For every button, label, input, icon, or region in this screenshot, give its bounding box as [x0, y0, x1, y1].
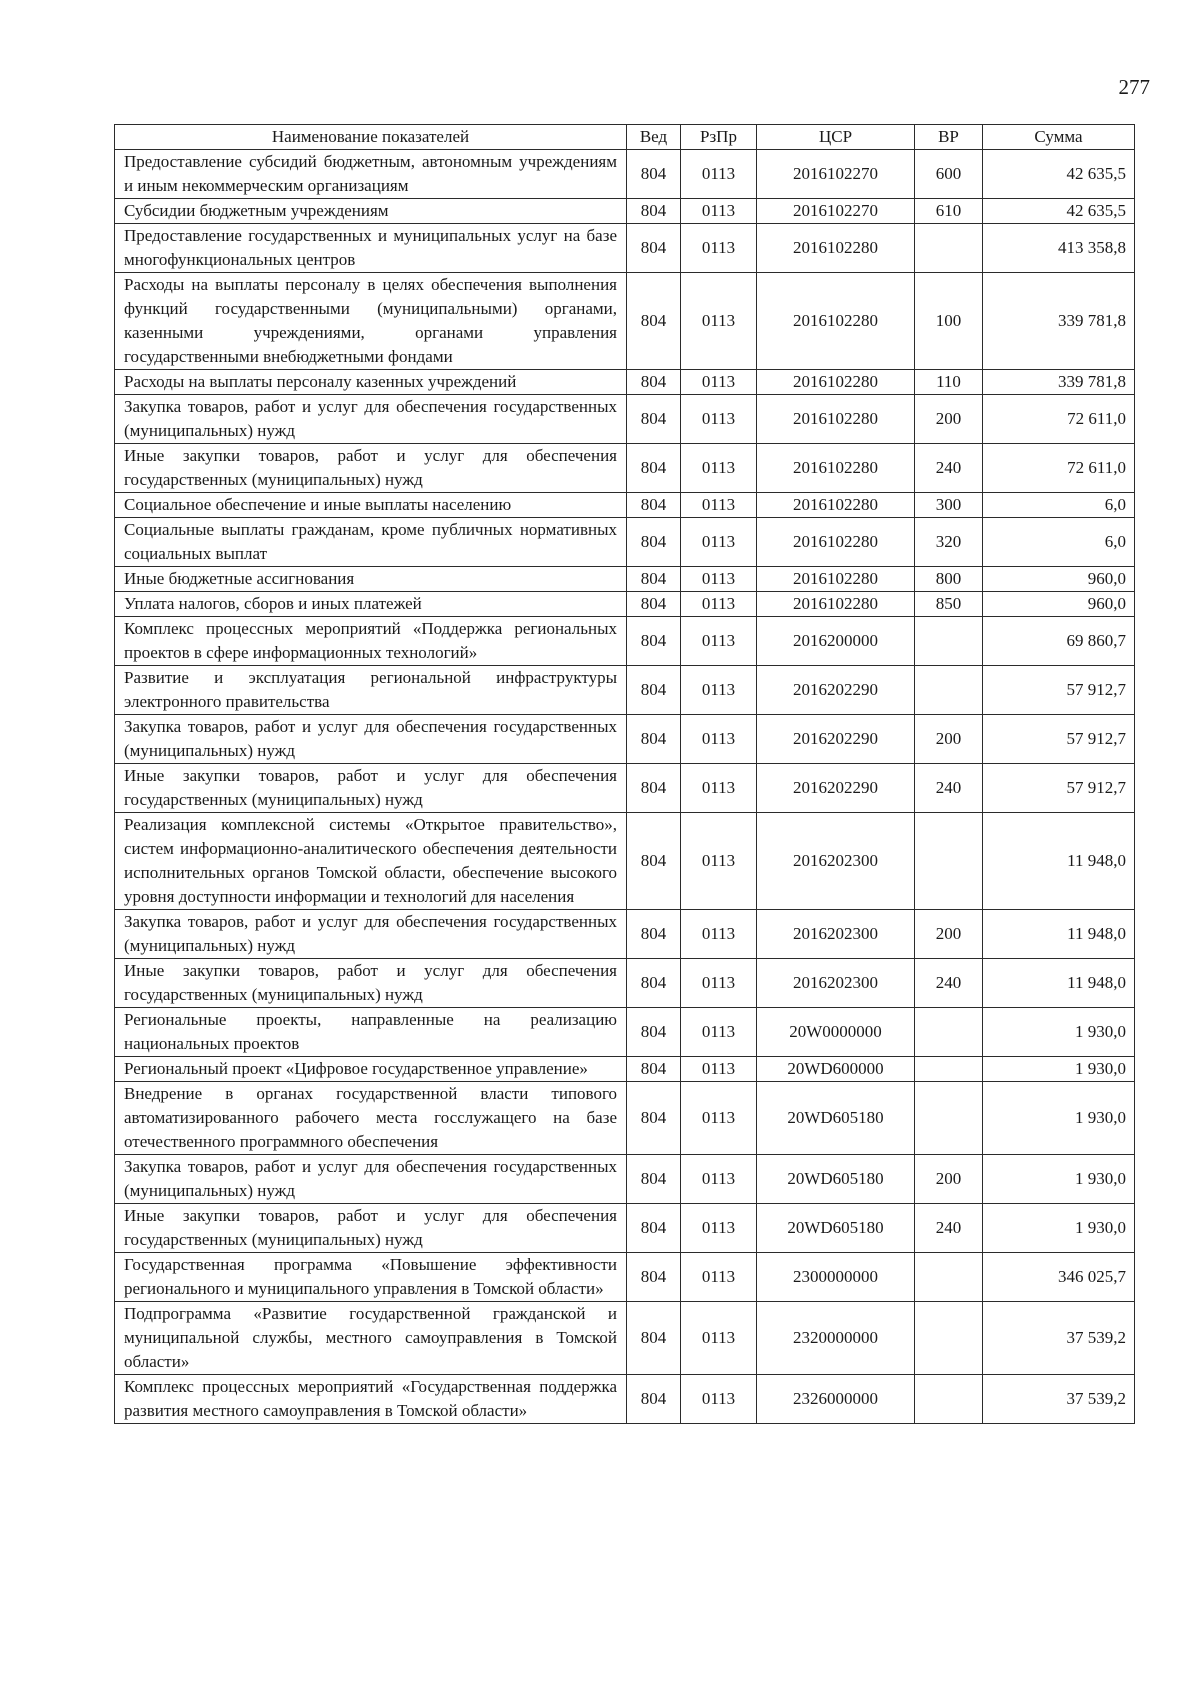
row-csr-cell: 2016102280 [757, 224, 915, 273]
row-ved-cell: 804 [627, 1302, 681, 1375]
row-sum-cell: 346 025,7 [983, 1253, 1135, 1302]
row-sum-cell: 339 781,8 [983, 370, 1135, 395]
row-name-cell: Предоставление субсидий бюджетным, автономным учреждениям и иным некоммерческим организациям [115, 150, 627, 199]
table-row [115, 1008, 1135, 1057]
table-row [115, 715, 1135, 764]
table-row [115, 395, 1135, 444]
row-name-cell: Развитие и эксплуатация региональной инфраструктуры электронного правительства [115, 666, 627, 715]
row-csr-cell: 2016102280 [757, 567, 915, 592]
row-vr-cell [915, 813, 983, 910]
budget-table [114, 124, 1135, 1424]
row-name-cell: Региональные проекты, направленные на реализацию национальных проектов [115, 1008, 627, 1057]
row-rzpr-cell: 0113 [681, 1253, 757, 1302]
row-rzpr-cell: 0113 [681, 1008, 757, 1057]
table-row [115, 518, 1135, 567]
table-row [115, 370, 1135, 395]
row-csr-cell: 2016102280 [757, 592, 915, 617]
row-rzpr-cell: 0113 [681, 199, 757, 224]
row-csr-cell: 2016102280 [757, 493, 915, 518]
row-name-cell: Комплекс процессных мероприятий «Государственная поддержка развития местного самоуправления в Томской области» [115, 1375, 627, 1424]
row-csr-cell: 20WD600000 [757, 1057, 915, 1082]
row-sum-cell: 1 930,0 [983, 1082, 1135, 1155]
row-ved-cell: 804 [627, 1375, 681, 1424]
row-sum-cell: 42 635,5 [983, 150, 1135, 199]
row-name-cell: Подпрограмма «Развитие государственной гражданской и муниципальной службы, местного самоуправления в Томской области» [115, 1302, 627, 1375]
row-csr-cell: 2016102280 [757, 370, 915, 395]
row-ved-cell: 804 [627, 199, 681, 224]
row-csr-cell: 2320000000 [757, 1302, 915, 1375]
row-ved-cell: 804 [627, 813, 681, 910]
row-vr-cell: 850 [915, 592, 983, 617]
row-vr-cell [915, 1302, 983, 1375]
row-name-cell: Иные бюджетные ассигнования [115, 567, 627, 592]
table-row [115, 592, 1135, 617]
row-rzpr-cell: 0113 [681, 395, 757, 444]
row-name-cell: Иные закупки товаров, работ и услуг для обеспечения государственных (муниципальных) нужд [115, 444, 627, 493]
row-csr-cell: 2016202300 [757, 813, 915, 910]
row-ved-cell: 804 [627, 493, 681, 518]
row-csr-cell: 2016202290 [757, 764, 915, 813]
row-csr-cell: 2016200000 [757, 617, 915, 666]
row-rzpr-cell: 0113 [681, 715, 757, 764]
row-sum-cell: 11 948,0 [983, 910, 1135, 959]
table-row [115, 617, 1135, 666]
row-sum-cell: 413 358,8 [983, 224, 1135, 273]
row-ved-cell: 804 [627, 1155, 681, 1204]
row-rzpr-cell: 0113 [681, 813, 757, 910]
row-name-cell: Закупка товаров, работ и услуг для обеспечения государственных (муниципальных) нужд [115, 910, 627, 959]
table-row [115, 199, 1135, 224]
row-ved-cell: 804 [627, 567, 681, 592]
row-vr-cell [915, 666, 983, 715]
row-vr-cell: 800 [915, 567, 983, 592]
table-row [115, 567, 1135, 592]
row-csr-cell: 20WD605180 [757, 1204, 915, 1253]
table-row [115, 1155, 1135, 1204]
row-vr-cell [915, 1253, 983, 1302]
row-name-cell: Расходы на выплаты персоналу казенных учреждений [115, 370, 627, 395]
row-sum-cell: 37 539,2 [983, 1302, 1135, 1375]
row-vr-cell: 100 [915, 273, 983, 370]
table-row [115, 1057, 1135, 1082]
row-csr-cell: 2016202290 [757, 715, 915, 764]
row-sum-cell: 339 781,8 [983, 273, 1135, 370]
row-ved-cell: 804 [627, 224, 681, 273]
row-name-cell: Субсидии бюджетным учреждениям [115, 199, 627, 224]
row-rzpr-cell: 0113 [681, 493, 757, 518]
table-row [115, 1082, 1135, 1155]
row-vr-cell: 600 [915, 150, 983, 199]
row-name-cell: Иные закупки товаров, работ и услуг для обеспечения государственных (муниципальных) нужд [115, 959, 627, 1008]
row-sum-cell: 72 611,0 [983, 444, 1135, 493]
row-vr-cell: 320 [915, 518, 983, 567]
row-rzpr-cell: 0113 [681, 1204, 757, 1253]
row-rzpr-cell: 0113 [681, 910, 757, 959]
row-vr-cell [915, 1082, 983, 1155]
table-row [115, 813, 1135, 910]
column-header-csr: ЦСР [757, 125, 915, 150]
row-ved-cell: 804 [627, 150, 681, 199]
row-vr-cell: 240 [915, 764, 983, 813]
row-ved-cell: 804 [627, 1253, 681, 1302]
row-csr-cell: 2016102280 [757, 444, 915, 493]
row-ved-cell: 804 [627, 910, 681, 959]
page-number: 277 [1118, 75, 1150, 99]
table-row [115, 150, 1135, 199]
row-rzpr-cell: 0113 [681, 518, 757, 567]
row-name-cell: Социальные выплаты гражданам, кроме публичных нормативных социальных выплат [115, 518, 627, 567]
row-sum-cell: 11 948,0 [983, 813, 1135, 910]
row-sum-cell: 960,0 [983, 567, 1135, 592]
row-name-cell: Региональный проект «Цифровое государственное управление» [115, 1057, 627, 1082]
row-rzpr-cell: 0113 [681, 1302, 757, 1375]
column-header-sum: Сумма [983, 125, 1135, 150]
row-rzpr-cell: 0113 [681, 1155, 757, 1204]
row-ved-cell: 804 [627, 959, 681, 1008]
column-header-rzpr: РзПр [681, 125, 757, 150]
row-rzpr-cell: 0113 [681, 150, 757, 199]
row-ved-cell: 804 [627, 1008, 681, 1057]
row-csr-cell: 2016102280 [757, 395, 915, 444]
table-row [115, 764, 1135, 813]
row-ved-cell: 804 [627, 592, 681, 617]
row-rzpr-cell: 0113 [681, 370, 757, 395]
row-rzpr-cell: 0113 [681, 567, 757, 592]
row-ved-cell: 804 [627, 715, 681, 764]
row-sum-cell: 42 635,5 [983, 199, 1135, 224]
row-name-cell: Социальное обеспечение и иные выплаты населению [115, 493, 627, 518]
table-row [115, 910, 1135, 959]
row-csr-cell: 2300000000 [757, 1253, 915, 1302]
row-vr-cell: 610 [915, 199, 983, 224]
row-csr-cell: 2326000000 [757, 1375, 915, 1424]
row-name-cell: Уплата налогов, сборов и иных платежей [115, 592, 627, 617]
row-vr-cell [915, 1008, 983, 1057]
row-vr-cell: 200 [915, 715, 983, 764]
row-name-cell: Комплекс процессных мероприятий «Поддержка региональных проектов в сфере информационных технологий» [115, 617, 627, 666]
row-sum-cell: 57 912,7 [983, 715, 1135, 764]
row-vr-cell [915, 617, 983, 666]
row-vr-cell [915, 1375, 983, 1424]
column-header-name: Наименование показателей [115, 125, 627, 150]
row-name-cell: Закупка товаров, работ и услуг для обеспечения государственных (муниципальных) нужд [115, 715, 627, 764]
row-sum-cell: 1 930,0 [983, 1008, 1135, 1057]
row-vr-cell [915, 224, 983, 273]
row-ved-cell: 804 [627, 1082, 681, 1155]
row-name-cell: Иные закупки товаров, работ и услуг для обеспечения государственных (муниципальных) нужд [115, 1204, 627, 1253]
table-row [115, 1204, 1135, 1253]
table-header-row [115, 125, 1135, 150]
row-name-cell: Иные закупки товаров, работ и услуг для обеспечения государственных (муниципальных) нужд [115, 764, 627, 813]
row-rzpr-cell: 0113 [681, 617, 757, 666]
row-csr-cell: 20WD605180 [757, 1082, 915, 1155]
row-name-cell: Расходы на выплаты персоналу в целях обеспечения выполнения функций государственными (муниципальными) органами, казенными учреждениями, органами управления государственными внебюджетными фондами [115, 273, 627, 370]
row-name-cell: Реализация комплексной системы «Открытое правительство», систем информационно-аналитического обеспечения деятельности исполнительных органов Томской области, обеспечение высокого уровня доступности информации и технологий для населения [115, 813, 627, 910]
row-sum-cell: 960,0 [983, 592, 1135, 617]
row-ved-cell: 804 [627, 370, 681, 395]
row-rzpr-cell: 0113 [681, 1082, 757, 1155]
row-name-cell: Закупка товаров, работ и услуг для обеспечения государственных (муниципальных) нужд [115, 395, 627, 444]
row-csr-cell: 2016102280 [757, 273, 915, 370]
table-row [115, 1375, 1135, 1424]
row-csr-cell: 2016102270 [757, 199, 915, 224]
row-sum-cell: 57 912,7 [983, 764, 1135, 813]
table-row [115, 444, 1135, 493]
row-ved-cell: 804 [627, 1204, 681, 1253]
row-vr-cell: 200 [915, 910, 983, 959]
row-ved-cell: 804 [627, 617, 681, 666]
row-sum-cell: 1 930,0 [983, 1204, 1135, 1253]
row-name-cell: Внедрение в органах государственной власти типового автоматизированного рабочего места госслужащего на базе отечественного программного обеспечения [115, 1082, 627, 1155]
table-row [115, 959, 1135, 1008]
row-sum-cell: 69 860,7 [983, 617, 1135, 666]
row-sum-cell: 11 948,0 [983, 959, 1135, 1008]
row-csr-cell: 2016102280 [757, 518, 915, 567]
row-vr-cell: 200 [915, 395, 983, 444]
row-csr-cell: 20WD605180 [757, 1155, 915, 1204]
row-rzpr-cell: 0113 [681, 666, 757, 715]
row-csr-cell: 2016202300 [757, 910, 915, 959]
row-name-cell: Государственная программа «Повышение эффективности регионального и муниципального управления в Томской области» [115, 1253, 627, 1302]
row-rzpr-cell: 0113 [681, 273, 757, 370]
row-ved-cell: 804 [627, 518, 681, 567]
table-row [115, 1253, 1135, 1302]
row-rzpr-cell: 0113 [681, 1375, 757, 1424]
row-vr-cell: 200 [915, 1155, 983, 1204]
row-vr-cell: 240 [915, 959, 983, 1008]
row-sum-cell: 72 611,0 [983, 395, 1135, 444]
row-csr-cell: 2016202300 [757, 959, 915, 1008]
row-vr-cell [915, 1057, 983, 1082]
row-name-cell: Предоставление государственных и муниципальных услуг на базе многофункциональных центров [115, 224, 627, 273]
row-ved-cell: 804 [627, 273, 681, 370]
table-row [115, 273, 1135, 370]
row-rzpr-cell: 0113 [681, 592, 757, 617]
row-sum-cell: 57 912,7 [983, 666, 1135, 715]
row-ved-cell: 804 [627, 1057, 681, 1082]
row-vr-cell: 240 [915, 444, 983, 493]
row-name-cell: Закупка товаров, работ и услуг для обеспечения государственных (муниципальных) нужд [115, 1155, 627, 1204]
row-rzpr-cell: 0113 [681, 959, 757, 1008]
row-rzpr-cell: 0113 [681, 764, 757, 813]
row-ved-cell: 804 [627, 395, 681, 444]
column-header-ved: Вед [627, 125, 681, 150]
row-rzpr-cell: 0113 [681, 1057, 757, 1082]
row-sum-cell: 6,0 [983, 518, 1135, 567]
table-row [115, 1302, 1135, 1375]
row-sum-cell: 6,0 [983, 493, 1135, 518]
row-csr-cell: 2016202290 [757, 666, 915, 715]
row-vr-cell: 240 [915, 1204, 983, 1253]
table-row [115, 493, 1135, 518]
row-vr-cell: 110 [915, 370, 983, 395]
table-row [115, 666, 1135, 715]
column-header-vr: ВР [915, 125, 983, 150]
row-ved-cell: 804 [627, 764, 681, 813]
row-rzpr-cell: 0113 [681, 224, 757, 273]
row-vr-cell: 300 [915, 493, 983, 518]
row-ved-cell: 804 [627, 666, 681, 715]
row-sum-cell: 37 539,2 [983, 1375, 1135, 1424]
row-csr-cell: 20W0000000 [757, 1008, 915, 1057]
row-csr-cell: 2016102270 [757, 150, 915, 199]
row-sum-cell: 1 930,0 [983, 1057, 1135, 1082]
row-sum-cell: 1 930,0 [983, 1155, 1135, 1204]
row-ved-cell: 804 [627, 444, 681, 493]
table-row [115, 224, 1135, 273]
row-rzpr-cell: 0113 [681, 444, 757, 493]
table-body [115, 150, 1135, 1424]
